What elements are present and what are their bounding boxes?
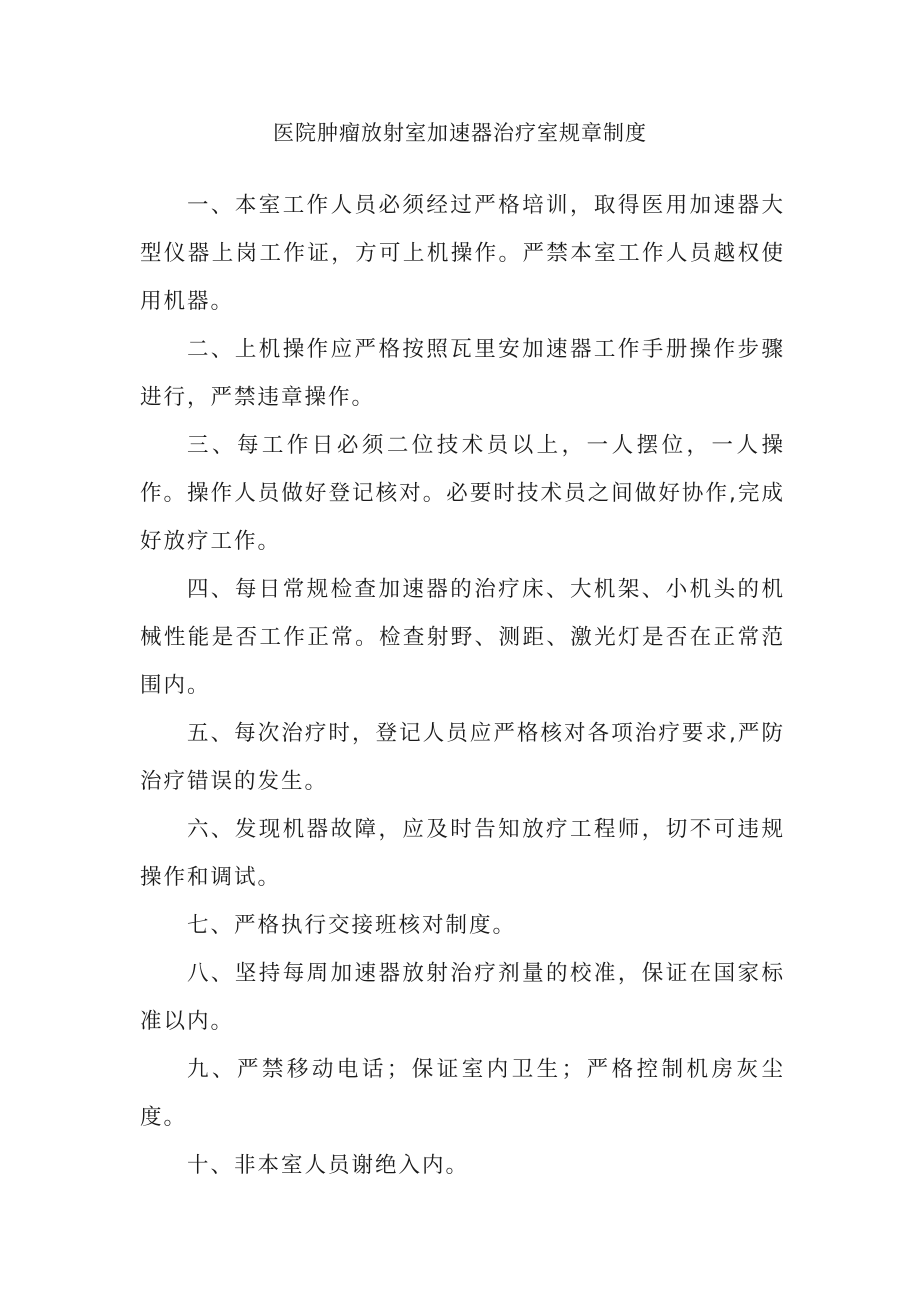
- rule-5: 五、每次治疗时，登记人员应严格核对各项治疗要求,严防治疗错误的发生。: [140, 721, 785, 794]
- rule-10: 十、非本室人员谢绝入内。: [187, 1153, 470, 1178]
- rule-9: 九、严禁移动电话；保证室内卫生；严格控制机房灰尘度。: [140, 1057, 785, 1130]
- rule-7: 七、严格执行交接班核对制度。: [187, 913, 517, 938]
- rule-1: 一、本室工作人员必须经过严格培训，取得医用加速器大型仪器上岗工作证，方可上机操作。严禁本室工作人员越权使用机器。: [140, 193, 785, 314]
- document-title: 医院肿瘤放射室加速器治疗室规章制度: [273, 121, 647, 145]
- rules-list: [140, 182, 785, 1190]
- rule-2: 二、上机操作应严格按照瓦里安加速器工作手册操作步骤进行，严禁违章操作。: [140, 337, 785, 410]
- rule-8: 八、坚持每周加速器放射治疗剂量的校准，保证在国家标准以内。: [140, 961, 785, 1034]
- rule-6: 六、发现机器故障，应及时告知放疗工程师，切不可违规操作和调试。: [140, 817, 785, 890]
- rule-3: 三、每工作日必须二位技术员以上，一人摆位，一人操作。操作人员做好登记核对。必要时技术员之间做好协作,完成好放疗工作。: [140, 433, 785, 554]
- rule-4: 四、每日常规检查加速器的治疗床、大机架、小机头的机械性能是否工作正常。检查射野、测距、激光灯是否在正常范围内。: [140, 577, 785, 698]
